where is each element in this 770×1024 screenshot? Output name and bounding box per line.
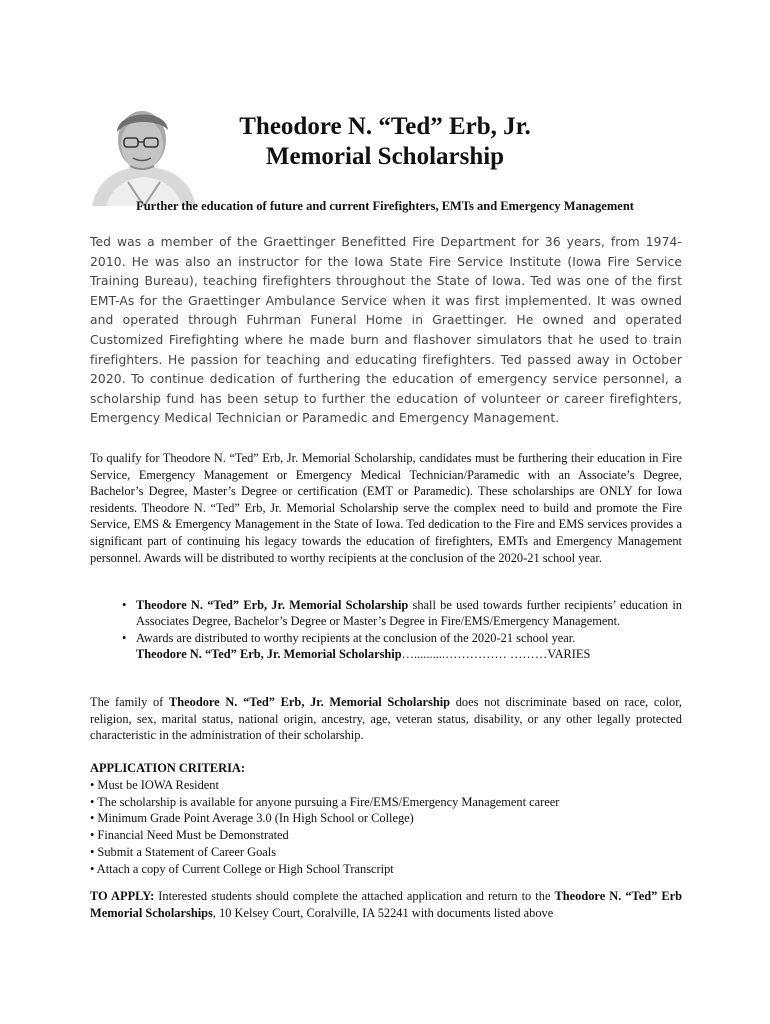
apply-label: TO APPLY: bbox=[90, 889, 155, 903]
criteria-heading: APPLICATION CRITERIA: bbox=[90, 761, 246, 775]
title-line-2: Memorial Scholarship bbox=[265, 143, 505, 170]
bullet-item bbox=[120, 630, 682, 663]
criteria-item: • Minimum Grade Point Average 3.0 (In High School or College) bbox=[90, 811, 414, 826]
bullet-item bbox=[120, 597, 682, 630]
page-title bbox=[160, 112, 610, 172]
apply-paragraph bbox=[90, 888, 682, 921]
apply-bold: Theodore N. “Ted” Erb Memorial Scholarships bbox=[90, 889, 682, 920]
bullet-text: shall be used towards further recipients’ education in Associates Degree, Bachelor’s Degree or Master’s Degree in Fire/EMS/Emergency Management. bbox=[136, 598, 682, 629]
award-amount: …..........…………… ………VARIES bbox=[401, 647, 591, 662]
family-rest: does not discriminate based on race, color, religion, sex, marital status, national origin, ancestry, age, veteran status, disability, or any other legally protected characteristic in the administration of their scholarship. bbox=[90, 695, 682, 743]
apply-text-1: Interested students should complete the attached application and return to the bbox=[154, 889, 555, 903]
family-bold: Theodore N. “Ted” Erb, Jr. Memorial Scholarship bbox=[168, 695, 451, 709]
subtitle: Further the education of future and current Firefighters, EMTs and Emergency Management bbox=[136, 199, 634, 213]
bio-paragraph: Ted was a member of the Graettinger Benefitted Fire Department for 36 years, from 1974-2010. He was also an instructor for the Iowa State Fire Service Institute (Iowa Fire Service Training Bureau), teaching firefighters throughout the State of Iowa. Ted was one of the first EMT-As for the Graettinger Ambulance Service when it was first implemented. It was owned and operated through Fuhrman Funeral Home in Graettinger. He owned and operated Customized Firefighting where he made burn and flashover simulators that he used to train firefighters. He passion for teaching and educating firefighters. Ted passed away in October 2020. To continue dedication of furthering the education of emergency service personnel, a scholarship fund has been setup to further the education of volunteer or career firefighters, Emergency Medical Technician or Paramedic and Emergency Management. bbox=[90, 235, 682, 426]
criteria-item: • Attach a copy of Current College or High School Transcript bbox=[90, 861, 394, 876]
criteria-item: • Must be IOWA Resident bbox=[90, 777, 219, 792]
qualify-paragraph: To qualify for Theodore N. “Ted” Erb, Jr. Memorial Scholarship, candidates must be furthering their education in Fire Service, Emergency Management or Emergency Medical Technician/Paramedic with an Associate’s Degree, Bachelor’s Degree, Master’s Degree or certification (EMT or Paramedic). These scholarships are ONLY for Iowa residents. Theodore N. “Ted” Erb, Jr. Memorial Scholarship serve the complex need to build and promote the Fire Service, EMS & Emergency Management in the State of Iowa. Ted dedication to the Fire and EMS services provides a significant part of continuing his legacy towards the education of firefighters, EMTs and Emergency Management personnel. Awards will be distributed to worthy recipients at the conclusion of the 2020-21 school year. bbox=[90, 451, 682, 565]
family-prefix: The family of bbox=[90, 695, 169, 709]
bullet-bold: Theodore N. “Ted” Erb, Jr. Memorial Scholarship bbox=[136, 647, 402, 662]
title-line-1: Theodore N. “Ted” Erb, Jr. bbox=[239, 113, 531, 140]
criteria-item: • Submit a Statement of Career Goals bbox=[90, 844, 277, 859]
bullet-bold: Theodore N. “Ted” Erb, Jr. Memorial Scholarship bbox=[136, 598, 409, 612]
apply-text-2: , 10 Kelsey Court, Coralville, IA 52241 with documents listed above bbox=[212, 905, 554, 920]
scholarship-bullets bbox=[120, 597, 682, 663]
application-criteria bbox=[90, 760, 682, 878]
criteria-item: • The scholarship is available for anyone pursuing a Fire/EMS/Emergency Management career bbox=[90, 794, 560, 809]
bullet-text: Awards are distributed to worthy recipients at the conclusion of the 2020-21 school year. bbox=[136, 630, 576, 645]
nondiscrimination-paragraph bbox=[90, 694, 682, 744]
criteria-item: • Financial Need Must be Demonstrated bbox=[90, 828, 289, 843]
